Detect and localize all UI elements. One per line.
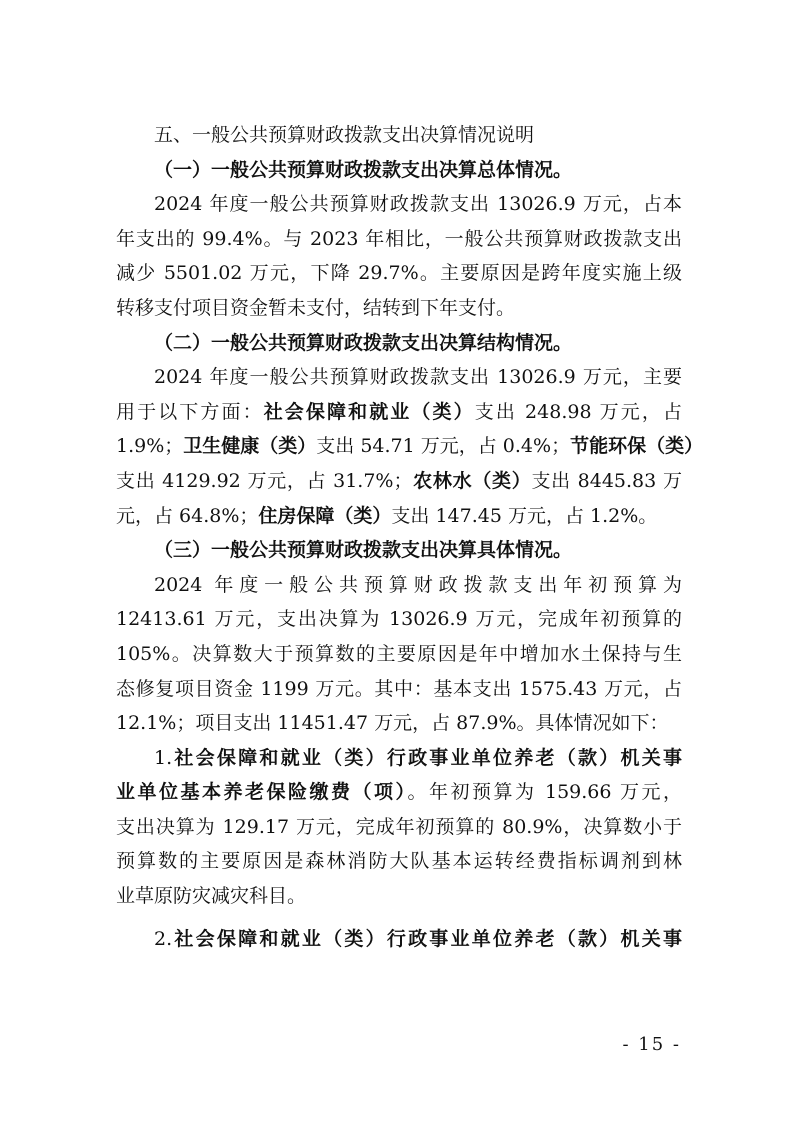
category-label: 节能环保（类） [570, 435, 704, 458]
paragraph-line [116, 464, 682, 499]
paragraph-line [116, 395, 682, 430]
paragraph-line: 态修复项目资金 1199 万元。其中：基本支出 1575.43 万元，占 [116, 677, 682, 700]
subsection-title-2: （二）一般公共预算财政拨款支出决算结构情况。 [154, 331, 573, 354]
paragraph-line [116, 775, 682, 810]
subsection-title-1: （一）一般公共预算财政拨款支出决算总体情况。 [154, 158, 573, 181]
text-segment: 支出 248.98 万元，占 [474, 400, 682, 423]
text-segment: 。年初预算为 159.66 万元， [407, 781, 682, 804]
item-title: 社会保障和就业（类）行政事业单位养老（款）机关事 [172, 746, 682, 769]
category-label: 农林水（类） [412, 469, 532, 492]
paragraph-line: 业草原防灾减灾科目。 [116, 885, 307, 908]
text-segment: 1.9%； [116, 435, 184, 458]
document-body [116, 118, 704, 956]
text-segment: 支出 8445.83 万 [531, 469, 682, 492]
item-title: 社会保障和就业（类）行政事业单位养老（款）机关事 [172, 927, 682, 950]
paragraph-line: 12.1%；项目支出 11451.47 万元，占 87.9%。具体情况如下： [116, 712, 669, 735]
paragraph-line: 减少 5501.02 万元，下降 29.7%。主要原因是跨年度实施上级 [116, 262, 682, 285]
paragraph-line: 年支出的 99.4%。与 2023 年相比，一般公共预算财政拨款支出 [116, 227, 682, 250]
text-segment: 用于以下方面： [116, 400, 264, 423]
paragraph-line [116, 429, 704, 464]
item-1-heading [116, 741, 682, 776]
text-segment: 支出 54.71 万元，占 0.4%； [316, 435, 571, 458]
text-segment: 支出 4129.92 万元，占 31.7%； [116, 469, 413, 492]
item-number: 2. [154, 927, 173, 950]
text-segment: 元，占 64.8%； [116, 504, 259, 527]
section-title: 五、一般公共预算财政拨款支出决算情况说明 [154, 124, 535, 146]
category-label: 卫生健康（类） [183, 435, 317, 458]
text-segment: 支出 147.45 万元，占 1.2%。 [391, 504, 658, 527]
item-2-heading [116, 922, 682, 957]
spacer [116, 914, 682, 922]
paragraph-line: 2024 年度一般公共预算财政拨款支出 13026.9 万元，主要 [154, 366, 682, 389]
subsection-title-3: （三）一般公共预算财政拨款支出决算具体情况。 [154, 539, 573, 562]
category-label: 住房保障（类） [258, 504, 392, 527]
paragraph-line: 转移支付项目资金暂未支付，结转到下年支付。 [116, 296, 516, 319]
paragraph-line: 预算数的主要原因是森林消防大队基本运转经费指标调剂到林 [116, 850, 682, 873]
item-title: 业单位基本养老保险缴费（项） [116, 781, 408, 804]
paragraph-line: 支出决算为 129.17 万元，完成年初预算的 80.9%，决算数小于 [116, 815, 682, 838]
paragraph-line: 12413.61 万元，支出决算为 13026.9 万元，完成年初预算的 [116, 608, 682, 631]
item-number: 1. [154, 746, 173, 769]
category-label: 社会保障和就业（类） [263, 400, 475, 423]
paragraph-line: 105%。决算数大于预算数的主要原因是年中增加水土保持与生 [116, 642, 682, 665]
paragraph-line: 2024 年度一般公共预算财政拨款支出 13026.9 万元，占本 [154, 193, 682, 216]
paragraph-line [116, 499, 682, 534]
paragraph-line: 2024 年度一般公共预算财政拨款支出年初预算为 [154, 573, 682, 596]
page-number: - 15 - [622, 1034, 681, 1055]
